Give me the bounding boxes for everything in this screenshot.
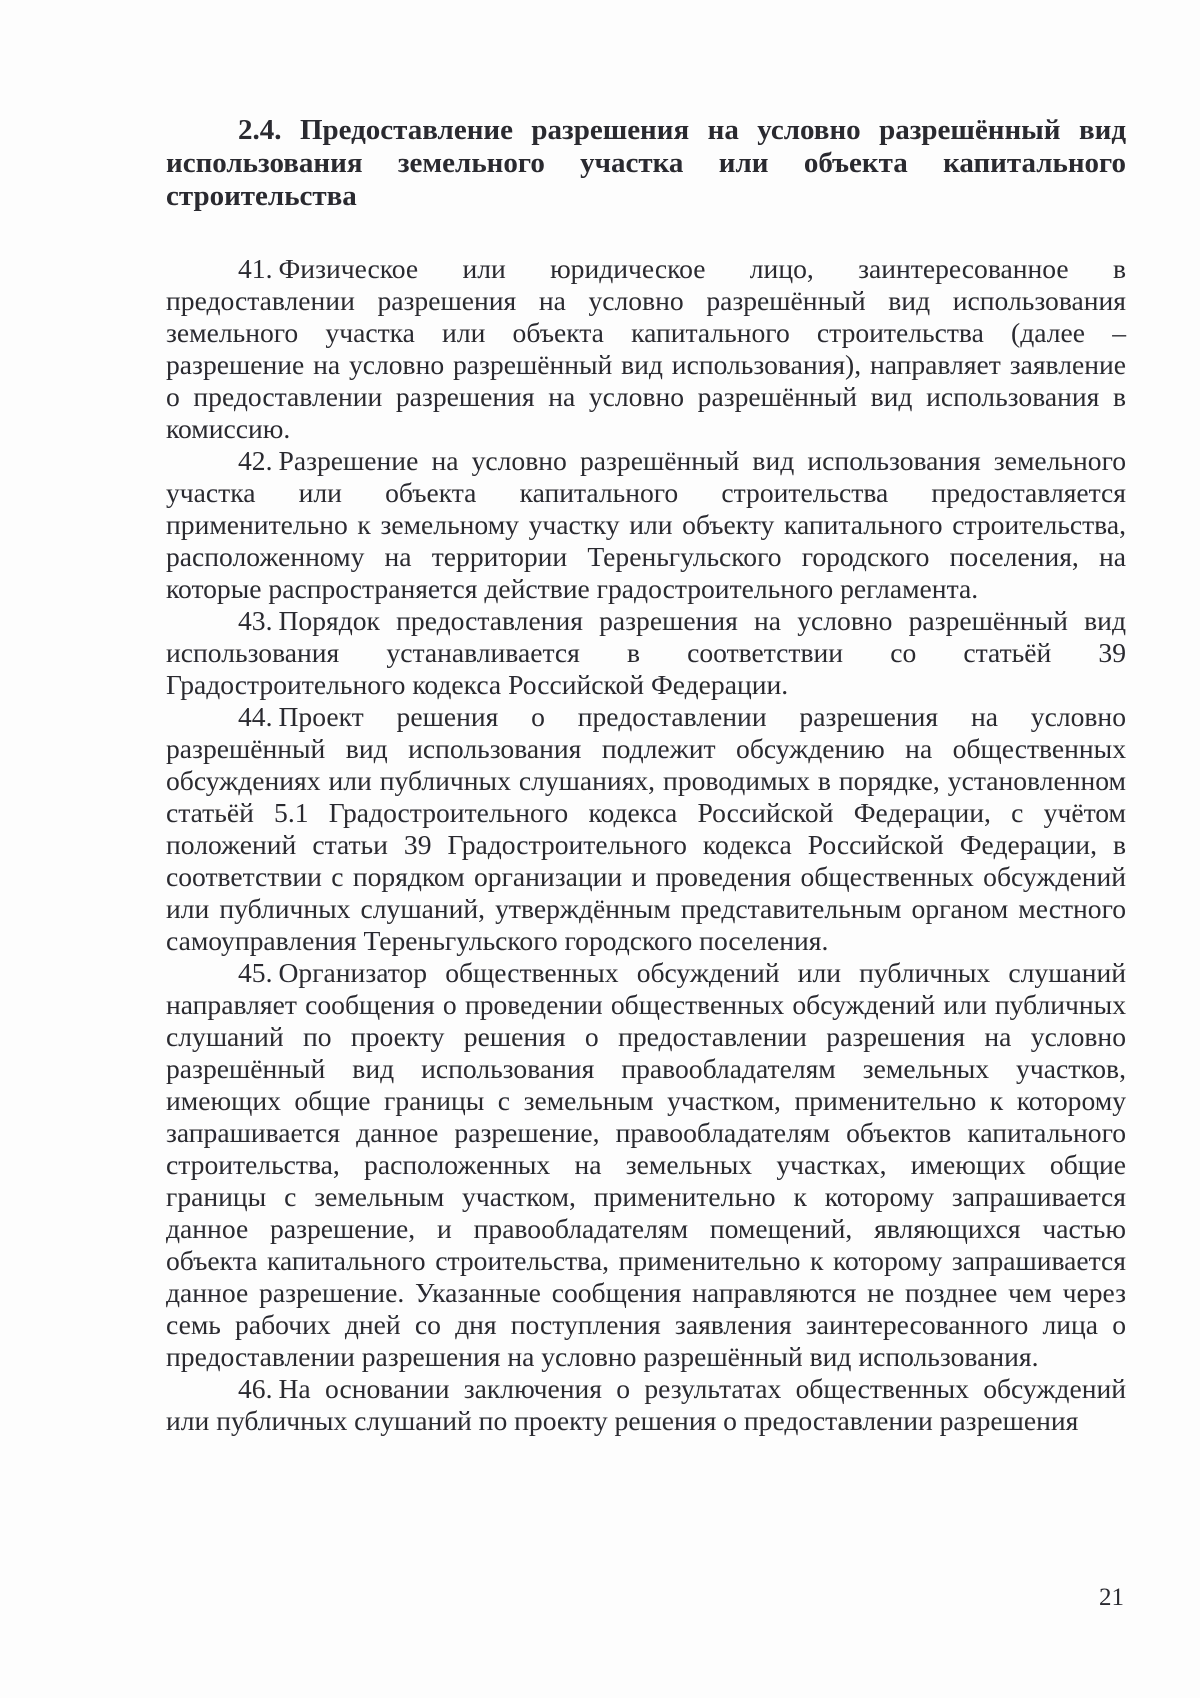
paragraph-number: 46. (238, 1373, 273, 1404)
paragraph-text: Разрешение на условно разрешённый вид использования земельного участка или объекта капитального строительства предоставляется применительно к земельному участку или объекту капитального строительства, расположенному на территории Тереньгульского городского поселения, на которые распространяется действие градостроительного регламента. (166, 445, 1126, 604)
paragraph-text: Порядок предоставления разрешения на условно разрешённый вид использования устанавливается в соответствии со статьёй 39 Градостроительного кодекса Российской Федерации. (166, 605, 1126, 700)
paragraph-43 (166, 605, 1126, 701)
paragraph-41 (166, 253, 1126, 445)
paragraph-text: Физическое или юридическое лицо, заинтересованное в предоставлении разрешения на условно разрешённый вид использования земельного участка или объекта капитального строительства (далее – разрешение на условно разрешённый вид использования), направляет заявление о предоставлении разрешения на условно разрешённый вид использования в комиссию. (166, 253, 1126, 444)
page-content (166, 114, 1126, 1437)
paragraph-42 (166, 445, 1126, 605)
paragraph-45 (166, 957, 1126, 1373)
paragraph-number: 42. (238, 445, 273, 476)
paragraph-text: Организатор общественных обсуждений или публичных слушаний направляет сообщения о проведении общественных обсуждений или публичных слушаний по проекту решения о предоставлении разрешения на условно разрешённый вид использования правообладателям земельных участков, имеющих общие границы с земельным участком, применительно к которому запрашивается данное разрешение, правообладателям объектов капитального строительства, расположенных на земельных участках, имеющих общие границы с земельным участком, применительно к которому запрашивается данное разрешение, и правообладателям помещений, являющихся частью объекта капитального строительства, применительно к которому запрашивается данное разрешение. Указанные сообщения направляются не позднее чем через семь рабочих дней со дня поступления заявления заинтересованного лица о предоставлении разрешения на условно разрешённый вид использования. (166, 957, 1126, 1372)
paragraph-text: На основании заключения о результатах общественных обсуждений или публичных слушаний по проекту решения о предоставлении разрешения (166, 1373, 1126, 1436)
page-number: 21 (1099, 1584, 1124, 1611)
paragraph-number: 44. (238, 701, 273, 732)
section-title: Предоставление разрешения на условно разрешённый вид использования земельного участка или объекта капитального строительства (166, 114, 1127, 212)
section-number: 2.4. (238, 114, 282, 146)
paragraph-number: 41. (238, 253, 273, 284)
section-heading (166, 114, 1126, 213)
paragraph-number: 43. (238, 605, 273, 636)
paragraph-text: Проект решения о предоставлении разрешения на условно разрешённый вид использования подлежит обсуждению на общественных обсуждениях или публичных слушаниях, проводимых в порядке, установленном статьёй 5.1 Градостроительного кодекса Российской Федерации, с учётом положений статьи 39 Градостроительного кодекса Российской Федерации, в соответствии с порядком организации и проведения общественных обсуждений или публичных слушаний, утверждённым представительным органом местного самоуправления Тереньгульского городского поселения. (166, 701, 1126, 956)
paragraph-number: 45. (238, 957, 273, 988)
paragraph-44 (166, 701, 1126, 957)
paragraph-46 (166, 1373, 1126, 1437)
